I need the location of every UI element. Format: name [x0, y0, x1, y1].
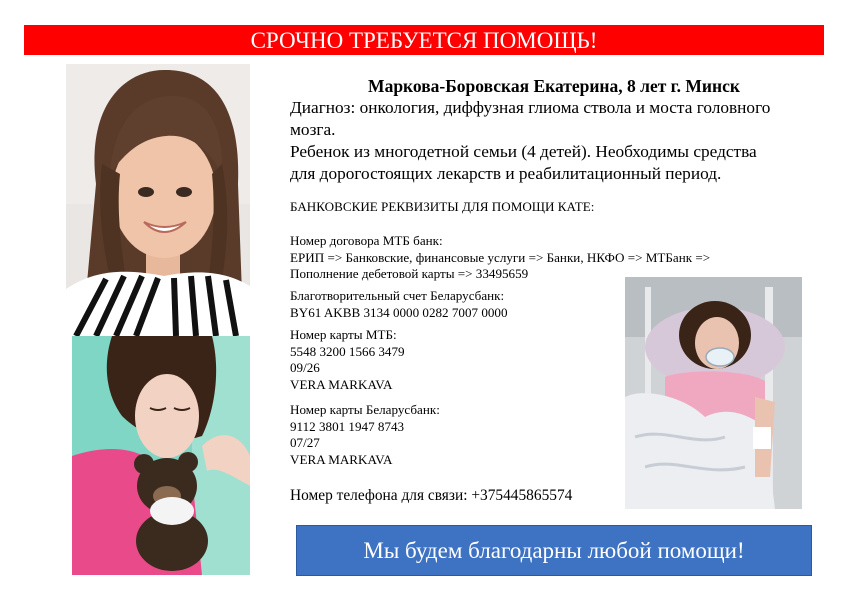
bank-details-heading: БАНКОВСКИЕ РЕКВИЗИТЫ ДЛЯ ПОМОЩИ КАТЕ:: [290, 199, 595, 214]
mtb-contract-line-2: Пополнение дебетовой карты => 33495659: [290, 266, 529, 281]
belarusbank-card-number: 9112 3801 1947 8743: [290, 418, 405, 434]
girl-with-teddy-photo: [72, 336, 250, 575]
belarusbank-account-block: [290, 288, 508, 321]
belarusbank-card-expiry: 07/27: [290, 435, 320, 450]
diagnosis-text: [290, 97, 818, 140]
mtb-contract-line-1: ЕРИП => Банковские, финансовые услуги => Банки, НКФО => МТБанк =>: [290, 249, 711, 265]
belarusbank-account-label: Благотворительный счет Беларусбанк:: [290, 288, 505, 303]
mtb-contract-label: Номер договора МТБ банк:: [290, 233, 443, 248]
mtb-card-label: Номер карты МТБ:: [290, 327, 397, 342]
thanks-box: Мы будем благодарны любой помощи!: [296, 525, 812, 576]
contact-phone: Номер телефона для связи: +375445865574: [290, 487, 573, 504]
mtb-card-holder: VERA MARKAVA: [290, 376, 393, 392]
mtb-card-number: 5548 3200 1566 3479: [290, 343, 405, 359]
mtb-contract-block: [290, 233, 760, 283]
family-line-2: для дорогостоящих лекарств и реабилитационный период.: [290, 163, 722, 183]
mtb-card-expiry: 09/26: [290, 360, 320, 375]
belarusbank-account-number: BY61 AKBB 3134 0000 0282 7007 0000: [290, 304, 508, 320]
diagnosis-line-2: мозга.: [290, 119, 336, 139]
belarusbank-card-holder: VERA MARKAVA: [290, 451, 393, 467]
girl-hospital-photo: [625, 277, 802, 509]
child-name-title: Маркова-Боровская Екатерина, 8 лет г. Минск: [368, 76, 740, 96]
belarusbank-card-label: Номер карты Беларусбанк:: [290, 402, 440, 417]
family-line-1: Ребенок из многодетной семьи (4 детей). Необходимы средства: [290, 142, 757, 161]
diagnosis-line-1: Диагноз: онкология, диффузная глиома ствола и моста головного: [290, 98, 771, 117]
girl-portrait-photo: [66, 64, 250, 336]
belarusbank-card-block: [290, 402, 440, 468]
urgent-banner: СРОЧНО ТРЕБУЕТСЯ ПОМОЩЬ!: [24, 25, 824, 55]
family-text: [290, 141, 818, 184]
mtb-card-block: [290, 327, 405, 393]
